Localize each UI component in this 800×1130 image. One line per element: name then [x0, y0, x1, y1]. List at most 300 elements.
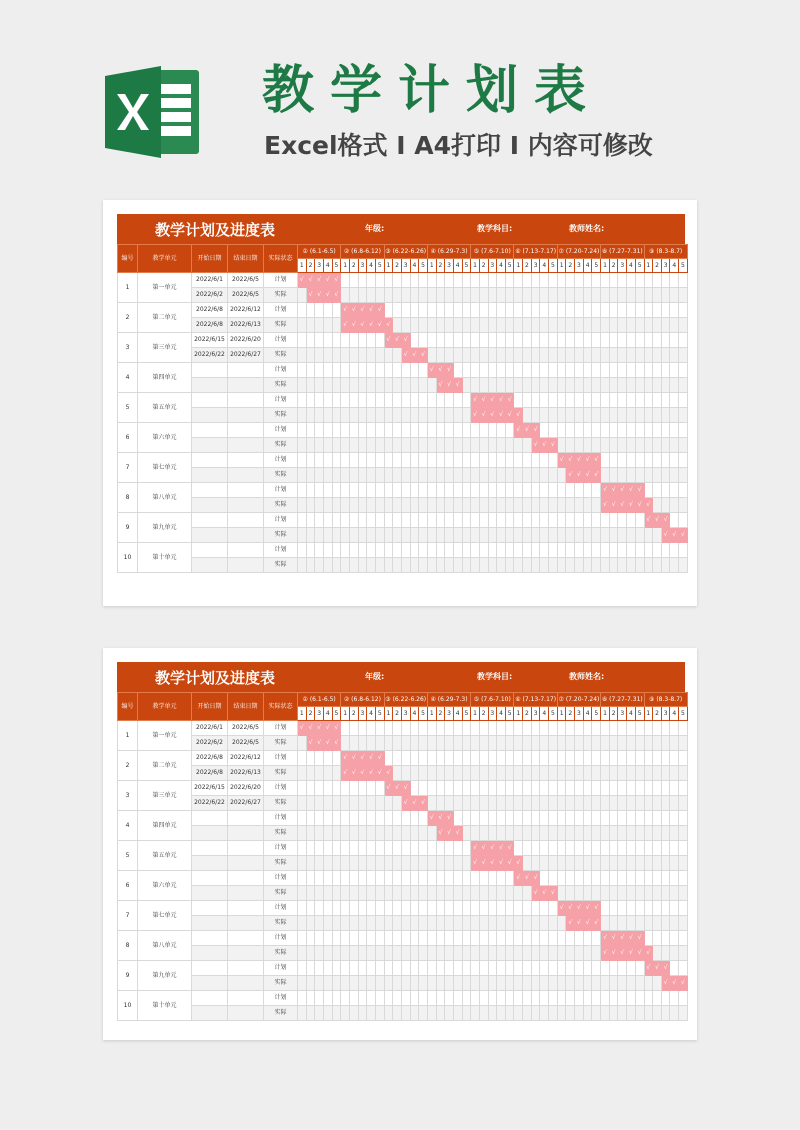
- day-cell: [635, 423, 644, 438]
- end-date: [228, 991, 264, 1006]
- day-cell: [298, 736, 307, 751]
- day-cell: [549, 528, 558, 543]
- day-cell: [566, 558, 575, 573]
- day-cell: [523, 721, 532, 736]
- day-cell: [549, 498, 558, 513]
- day-cell: [315, 886, 324, 901]
- day-cell: [679, 408, 688, 423]
- day-cell: [601, 513, 610, 528]
- end-date: [228, 468, 264, 483]
- day-cell: [453, 543, 462, 558]
- day-cell: [427, 931, 436, 946]
- day-cell: [549, 811, 558, 826]
- day-cell: [531, 393, 540, 408]
- day-cell: [367, 423, 376, 438]
- day-cell: [601, 453, 610, 468]
- day-cell: [488, 916, 497, 931]
- day-cell: [679, 946, 688, 961]
- day-cell: [306, 423, 315, 438]
- sheet-header: [117, 214, 685, 244]
- day-cell: [540, 811, 549, 826]
- day-cell: [427, 886, 436, 901]
- day-cell: [306, 513, 315, 528]
- day-cell: [341, 811, 350, 826]
- table-row: [118, 856, 688, 871]
- day-cell: [583, 363, 592, 378]
- day-cell: [635, 468, 644, 483]
- day-cell: [618, 796, 627, 811]
- day-cell: [531, 721, 540, 736]
- day-cell: [679, 931, 688, 946]
- day-cell: [575, 1006, 584, 1021]
- day-cell: [488, 363, 497, 378]
- day-cell: [375, 363, 384, 378]
- day-cell: [445, 916, 454, 931]
- end-date: [228, 946, 264, 961]
- day-cell: [306, 946, 315, 961]
- day-cell: [644, 543, 653, 558]
- day-cell: [462, 378, 471, 393]
- status-label: 计划: [264, 513, 298, 528]
- day-cell: [419, 916, 428, 931]
- day-header: 5: [635, 259, 644, 273]
- day-cell: [618, 408, 627, 423]
- day-cell: [445, 333, 454, 348]
- day-cell: [427, 528, 436, 543]
- day-cell: [575, 751, 584, 766]
- day-cell: [514, 976, 523, 991]
- day-cell: [566, 886, 575, 901]
- day-cell: [557, 856, 566, 871]
- day-cell: [583, 796, 592, 811]
- week-header: ④ (6.29-7.3): [427, 245, 470, 259]
- day-cell: [401, 736, 410, 751]
- day-cell: [349, 826, 358, 841]
- progress-cell: √: [514, 856, 523, 871]
- day-cell: [497, 348, 506, 363]
- start-date: 2022/6/22: [192, 348, 228, 363]
- day-cell: [514, 721, 523, 736]
- day-cell: [332, 468, 341, 483]
- day-cell: [514, 393, 523, 408]
- day-cell: [401, 483, 410, 498]
- day-cell: [549, 901, 558, 916]
- day-cell: [549, 856, 558, 871]
- day-cell: [471, 991, 480, 1006]
- day-cell: [661, 348, 670, 363]
- day-cell: [549, 841, 558, 856]
- day-cell: [523, 751, 532, 766]
- day-cell: [540, 946, 549, 961]
- day-cell: [497, 378, 506, 393]
- day-cell: [479, 303, 488, 318]
- progress-cell: √: [592, 901, 601, 916]
- day-cell: [436, 721, 445, 736]
- day-cell: [583, 558, 592, 573]
- day-cell: [540, 901, 549, 916]
- column-header: 开始日期: [192, 245, 228, 273]
- table-row: [118, 751, 688, 766]
- day-cell: [349, 378, 358, 393]
- day-cell: [644, 916, 653, 931]
- day-cell: [298, 333, 307, 348]
- day-cell: [358, 363, 367, 378]
- column-header: 教学单元: [138, 693, 192, 721]
- day-cell: [601, 886, 610, 901]
- day-cell: [635, 528, 644, 543]
- start-date: [192, 811, 228, 826]
- day-cell: [341, 721, 350, 736]
- day-cell: [384, 901, 393, 916]
- day-cell: [618, 318, 627, 333]
- day-cell: [661, 991, 670, 1006]
- day-header: 1: [427, 707, 436, 721]
- unit-name: 第十单元: [138, 991, 192, 1021]
- day-cell: [557, 408, 566, 423]
- day-cell: [540, 931, 549, 946]
- day-header: 3: [575, 707, 584, 721]
- day-cell: [471, 348, 480, 363]
- day-cell: [497, 781, 506, 796]
- status-label: 计划: [264, 901, 298, 916]
- sheet-preview-1: [103, 200, 697, 606]
- day-cell: [575, 483, 584, 498]
- day-cell: [514, 453, 523, 468]
- day-cell: [479, 796, 488, 811]
- day-cell: [479, 438, 488, 453]
- day-cell: [609, 378, 618, 393]
- day-cell: [635, 378, 644, 393]
- day-cell: [393, 931, 402, 946]
- day-cell: [479, 378, 488, 393]
- day-cell: [635, 318, 644, 333]
- day-cell: [514, 468, 523, 483]
- day-cell: [445, 946, 454, 961]
- day-cell: [427, 543, 436, 558]
- day-cell: [653, 826, 662, 841]
- day-cell: [627, 288, 636, 303]
- day-cell: [341, 901, 350, 916]
- day-cell: [609, 543, 618, 558]
- day-cell: [540, 781, 549, 796]
- day-cell: [436, 781, 445, 796]
- day-cell: [471, 288, 480, 303]
- day-cell: [298, 363, 307, 378]
- day-cell: [341, 781, 350, 796]
- day-cell: [367, 498, 376, 513]
- day-cell: [531, 946, 540, 961]
- day-cell: [367, 901, 376, 916]
- day-cell: [367, 946, 376, 961]
- day-cell: [566, 721, 575, 736]
- day-cell: [462, 976, 471, 991]
- day-cell: [505, 991, 514, 1006]
- day-cell: [349, 498, 358, 513]
- day-cell: [679, 513, 688, 528]
- day-cell: [505, 1006, 514, 1021]
- day-cell: [367, 991, 376, 1006]
- day-cell: [670, 498, 679, 513]
- day-cell: [306, 796, 315, 811]
- day-cell: [523, 916, 532, 931]
- day-cell: [436, 303, 445, 318]
- day-cell: [566, 961, 575, 976]
- day-cell: [601, 781, 610, 796]
- progress-cell: √: [566, 916, 575, 931]
- day-cell: [436, 273, 445, 288]
- day-cell: [298, 303, 307, 318]
- day-cell: [306, 1006, 315, 1021]
- day-cell: [462, 946, 471, 961]
- day-cell: [332, 931, 341, 946]
- day-cell: [488, 498, 497, 513]
- day-cell: [618, 333, 627, 348]
- day-cell: [332, 423, 341, 438]
- day-cell: [410, 856, 419, 871]
- day-cell: [419, 901, 428, 916]
- progress-cell: √: [298, 273, 307, 288]
- progress-cell: √: [401, 796, 410, 811]
- day-cell: [566, 303, 575, 318]
- day-cell: [523, 841, 532, 856]
- day-cell: [575, 886, 584, 901]
- day-cell: [514, 558, 523, 573]
- day-cell: [358, 333, 367, 348]
- day-cell: [453, 528, 462, 543]
- day-cell: [401, 976, 410, 991]
- day-cell: [375, 453, 384, 468]
- day-cell: [653, 333, 662, 348]
- day-cell: [601, 721, 610, 736]
- day-cell: [479, 961, 488, 976]
- day-cell: [635, 1006, 644, 1021]
- progress-cell: √: [635, 498, 644, 513]
- day-cell: [549, 766, 558, 781]
- day-cell: [670, 826, 679, 841]
- day-cell: [627, 513, 636, 528]
- day-cell: [445, 721, 454, 736]
- day-cell: [427, 423, 436, 438]
- day-header: 3: [531, 707, 540, 721]
- day-cell: [557, 991, 566, 1006]
- progress-cell: √: [557, 453, 566, 468]
- unit-name: 第三单元: [138, 333, 192, 363]
- day-cell: [315, 1006, 324, 1021]
- day-cell: [523, 333, 532, 348]
- day-cell: [445, 961, 454, 976]
- day-cell: [618, 841, 627, 856]
- day-cell: [341, 856, 350, 871]
- day-cell: [419, 811, 428, 826]
- day-header: 1: [471, 707, 480, 721]
- day-cell: [306, 916, 315, 931]
- day-cell: [566, 781, 575, 796]
- day-cell: [479, 931, 488, 946]
- progress-cell: √: [566, 468, 575, 483]
- progress-cell: √: [306, 736, 315, 751]
- day-cell: [514, 378, 523, 393]
- day-cell: [540, 303, 549, 318]
- day-cell: [384, 976, 393, 991]
- day-cell: [471, 976, 480, 991]
- end-date: 2022/6/27: [228, 348, 264, 363]
- status-label: 实际: [264, 856, 298, 871]
- start-date: [192, 991, 228, 1006]
- day-cell: [427, 826, 436, 841]
- day-cell: [514, 841, 523, 856]
- day-cell: [332, 498, 341, 513]
- unit-name: 第四单元: [138, 363, 192, 393]
- day-cell: [453, 901, 462, 916]
- day-cell: [679, 468, 688, 483]
- day-cell: [384, 721, 393, 736]
- unit-name: 第五单元: [138, 393, 192, 423]
- day-cell: [575, 438, 584, 453]
- day-cell: [618, 901, 627, 916]
- day-cell: [505, 781, 514, 796]
- start-date: [192, 363, 228, 378]
- day-header: 2: [349, 707, 358, 721]
- day-cell: [332, 871, 341, 886]
- day-cell: [592, 273, 601, 288]
- status-label: 计划: [264, 453, 298, 468]
- day-cell: [462, 483, 471, 498]
- day-cell: [661, 736, 670, 751]
- day-cell: [367, 796, 376, 811]
- day-cell: [323, 796, 332, 811]
- day-cell: [436, 513, 445, 528]
- day-header: 2: [349, 259, 358, 273]
- day-cell: [670, 766, 679, 781]
- day-cell: [453, 438, 462, 453]
- day-cell: [427, 408, 436, 423]
- start-date: [192, 856, 228, 871]
- day-cell: [358, 916, 367, 931]
- day-cell: [306, 558, 315, 573]
- day-cell: [583, 856, 592, 871]
- column-header: 结束日期: [228, 693, 264, 721]
- progress-cell: √: [583, 901, 592, 916]
- day-cell: [627, 901, 636, 916]
- day-cell: [367, 721, 376, 736]
- day-cell: [557, 348, 566, 363]
- day-cell: [523, 318, 532, 333]
- day-cell: [323, 528, 332, 543]
- day-header: 3: [401, 707, 410, 721]
- progress-cell: √: [583, 453, 592, 468]
- header-field: 教学科目:: [477, 224, 513, 233]
- day-cell: [453, 303, 462, 318]
- day-cell: [592, 528, 601, 543]
- day-cell: [601, 841, 610, 856]
- unit-number: 5: [118, 841, 138, 871]
- day-cell: [410, 273, 419, 288]
- day-cell: [367, 976, 376, 991]
- day-header: 4: [323, 259, 332, 273]
- progress-cell: √: [315, 736, 324, 751]
- day-cell: [358, 901, 367, 916]
- progress-cell: √: [401, 333, 410, 348]
- day-cell: [661, 333, 670, 348]
- day-cell: [575, 976, 584, 991]
- day-header: 4: [540, 259, 549, 273]
- end-date: [228, 856, 264, 871]
- day-cell: [653, 721, 662, 736]
- progress-cell: √: [393, 781, 402, 796]
- day-cell: [306, 483, 315, 498]
- unit-number: 3: [118, 333, 138, 363]
- day-cell: [670, 513, 679, 528]
- day-cell: [419, 273, 428, 288]
- status-label: 实际: [264, 796, 298, 811]
- day-cell: [410, 751, 419, 766]
- day-cell: [358, 886, 367, 901]
- week-header: ⑥ (7.13-7.17): [514, 245, 557, 259]
- day-cell: [566, 543, 575, 558]
- day-cell: [670, 931, 679, 946]
- day-cell: [419, 468, 428, 483]
- progress-cell: √: [323, 736, 332, 751]
- day-cell: [488, 1006, 497, 1021]
- progress-cell: √: [627, 946, 636, 961]
- day-cell: [427, 1006, 436, 1021]
- day-cell: [375, 871, 384, 886]
- day-cell: [462, 766, 471, 781]
- day-cell: [349, 736, 358, 751]
- day-cell: [592, 976, 601, 991]
- day-cell: [393, 736, 402, 751]
- day-cell: [635, 991, 644, 1006]
- day-cell: [627, 886, 636, 901]
- day-cell: [479, 483, 488, 498]
- day-cell: [661, 796, 670, 811]
- day-cell: [358, 453, 367, 468]
- day-cell: [419, 871, 428, 886]
- day-cell: [514, 901, 523, 916]
- day-cell: [644, 931, 653, 946]
- day-cell: [401, 841, 410, 856]
- day-cell: [427, 781, 436, 796]
- day-cell: [436, 498, 445, 513]
- day-cell: [298, 498, 307, 513]
- day-header: 4: [367, 259, 376, 273]
- day-cell: [401, 1006, 410, 1021]
- progress-cell: √: [549, 886, 558, 901]
- day-cell: [436, 841, 445, 856]
- day-cell: [566, 736, 575, 751]
- unit-name: 第三单元: [138, 781, 192, 811]
- table-row: [118, 348, 688, 363]
- day-cell: [410, 1006, 419, 1021]
- day-cell: [315, 438, 324, 453]
- day-cell: [627, 453, 636, 468]
- day-cell: [609, 393, 618, 408]
- day-cell: [419, 498, 428, 513]
- column-header: 教学单元: [138, 245, 192, 273]
- progress-cell: √: [523, 871, 532, 886]
- day-cell: [471, 438, 480, 453]
- day-cell: [384, 736, 393, 751]
- end-date: [228, 423, 264, 438]
- day-cell: [453, 468, 462, 483]
- day-cell: [531, 826, 540, 841]
- end-date: [228, 453, 264, 468]
- day-cell: [419, 423, 428, 438]
- day-cell: [540, 513, 549, 528]
- progress-cell: √: [384, 781, 393, 796]
- unit-number: 10: [118, 991, 138, 1021]
- day-cell: [410, 393, 419, 408]
